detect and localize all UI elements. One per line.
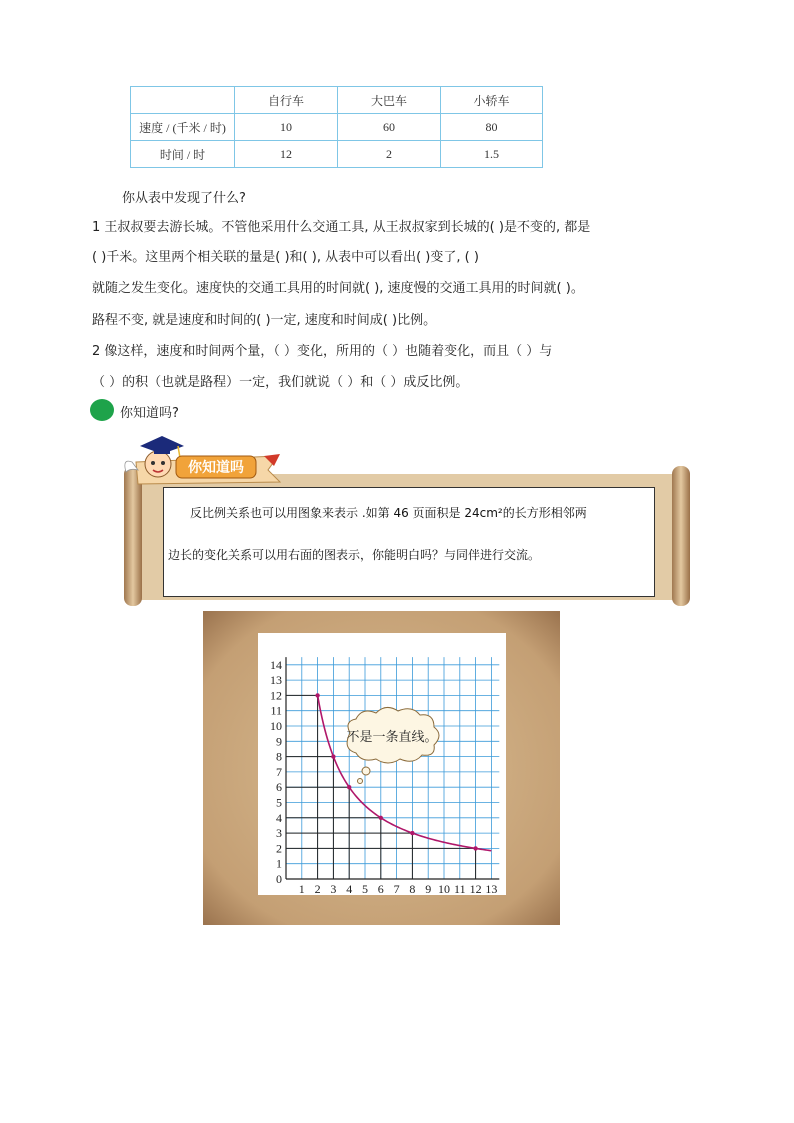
table-cell: 60 bbox=[338, 114, 441, 141]
para1-line2: ( )千米。这里两个相关联的量是( )和( ), 从表中可以看出( )变了, ( ) bbox=[92, 250, 479, 265]
badge-label: 你知道吗 bbox=[188, 460, 244, 476]
bubble-annotation: 不是一条直线。 bbox=[346, 730, 438, 745]
table-header-cell: 小轿车 bbox=[441, 87, 543, 114]
y-tick-label: 13 bbox=[270, 673, 282, 688]
table-header-cell: 大巴车 bbox=[338, 87, 441, 114]
data-point bbox=[331, 754, 335, 758]
data-point bbox=[379, 816, 383, 820]
section-title: 你知道吗? bbox=[120, 406, 179, 421]
data-point bbox=[347, 785, 351, 789]
scroll-text-box bbox=[163, 487, 655, 597]
x-tick-label: 3 bbox=[330, 882, 337, 895]
x-tick-label: 6 bbox=[377, 882, 384, 895]
scroll-text-line1: 反比例关系也可以用图象来表示 .如第 46 页面积是 24cm²的长方形相邻两 bbox=[190, 506, 587, 520]
table-cell: 80 bbox=[441, 114, 543, 141]
data-point bbox=[410, 831, 414, 835]
table-row bbox=[131, 141, 543, 168]
x-tick-label: 10 bbox=[438, 882, 450, 895]
y-tick-label: 9 bbox=[276, 734, 282, 749]
para2-line2: （ ）的积（也就是路程）一定，我们就说（ ）和（ ）成反比例。 bbox=[92, 375, 469, 390]
x-tick-label: 9 bbox=[425, 882, 432, 895]
y-tick-label: 12 bbox=[270, 688, 282, 703]
y-tick-label: 8 bbox=[276, 749, 282, 764]
scroll-text-line2: 边长的变化关系可以用右面的图表示，你能明白吗？与同伴进行交流。 bbox=[168, 548, 541, 562]
y-tick-label: 11 bbox=[270, 703, 282, 718]
table-cell: 速度 / (千米 / 时) bbox=[131, 114, 235, 141]
table-cell: 1.5 bbox=[441, 141, 543, 168]
badge-icon bbox=[118, 432, 288, 488]
table-header-cell bbox=[131, 87, 235, 114]
bubble-dot bbox=[362, 767, 370, 775]
x-tick-label: 8 bbox=[409, 882, 416, 895]
y-tick-label: 10 bbox=[270, 719, 282, 733]
para1-line1: 1 王叔叔要去游长城。不管他采用什么交通工具, 从王叔叔家到长城的( )是不变的, 都是 bbox=[92, 220, 591, 235]
table-row bbox=[131, 114, 543, 141]
x-tick-label: 7 bbox=[393, 882, 400, 895]
table-cell: 2 bbox=[338, 141, 441, 168]
x-tick-label: 13 bbox=[485, 882, 498, 895]
x-tick-label: 12 bbox=[469, 882, 482, 895]
table-cell: 时间 / 时 bbox=[131, 141, 235, 168]
data-point bbox=[315, 693, 319, 697]
para2-line1: 2 像这样，速度和时间两个量，（ ）变化，所用的（ ）也随着变化，而且（ ）与 bbox=[92, 344, 553, 359]
y-tick-label: 5 bbox=[276, 795, 282, 810]
green-dot-icon bbox=[90, 399, 114, 421]
y-tick-label: 3 bbox=[276, 826, 282, 841]
inverse-proportion-chart bbox=[258, 633, 506, 895]
table-header-row bbox=[131, 87, 543, 114]
data-point bbox=[473, 846, 477, 850]
bubble-dot bbox=[358, 779, 363, 784]
table-cell: 12 bbox=[235, 141, 338, 168]
question-text: 你从表中发现了什么? bbox=[122, 191, 246, 206]
x-tick-label: 5 bbox=[362, 882, 368, 895]
table-header-cell: 自行车 bbox=[235, 87, 338, 114]
x-tick-label: 11 bbox=[454, 882, 466, 895]
y-tick-label: 2 bbox=[276, 841, 282, 856]
y-tick-labels bbox=[270, 658, 282, 886]
y-tick-label: 7 bbox=[276, 764, 282, 779]
para1-line3: 就随之发生变化。速度快的交通工具用的时间就( ), 速度慢的交通工具用的时间就( )。 bbox=[92, 281, 584, 296]
x-tick-label: 1 bbox=[298, 882, 305, 895]
y-tick-label: 0 bbox=[276, 872, 282, 886]
y-tick-label: 1 bbox=[276, 856, 282, 871]
y-tick-label: 14 bbox=[270, 657, 282, 672]
para1-line4: 路程不变, 就是速度和时间的( )一定, 速度和时间成( )比例。 bbox=[92, 313, 437, 328]
table-cell: 10 bbox=[235, 114, 338, 141]
y-tick-label: 6 bbox=[276, 780, 282, 795]
x-tick-labels bbox=[299, 882, 498, 895]
x-tick-label: 2 bbox=[314, 882, 321, 895]
speed-time-table bbox=[130, 86, 543, 168]
y-tick-label: 4 bbox=[276, 810, 282, 825]
x-tick-label: 4 bbox=[346, 882, 353, 895]
